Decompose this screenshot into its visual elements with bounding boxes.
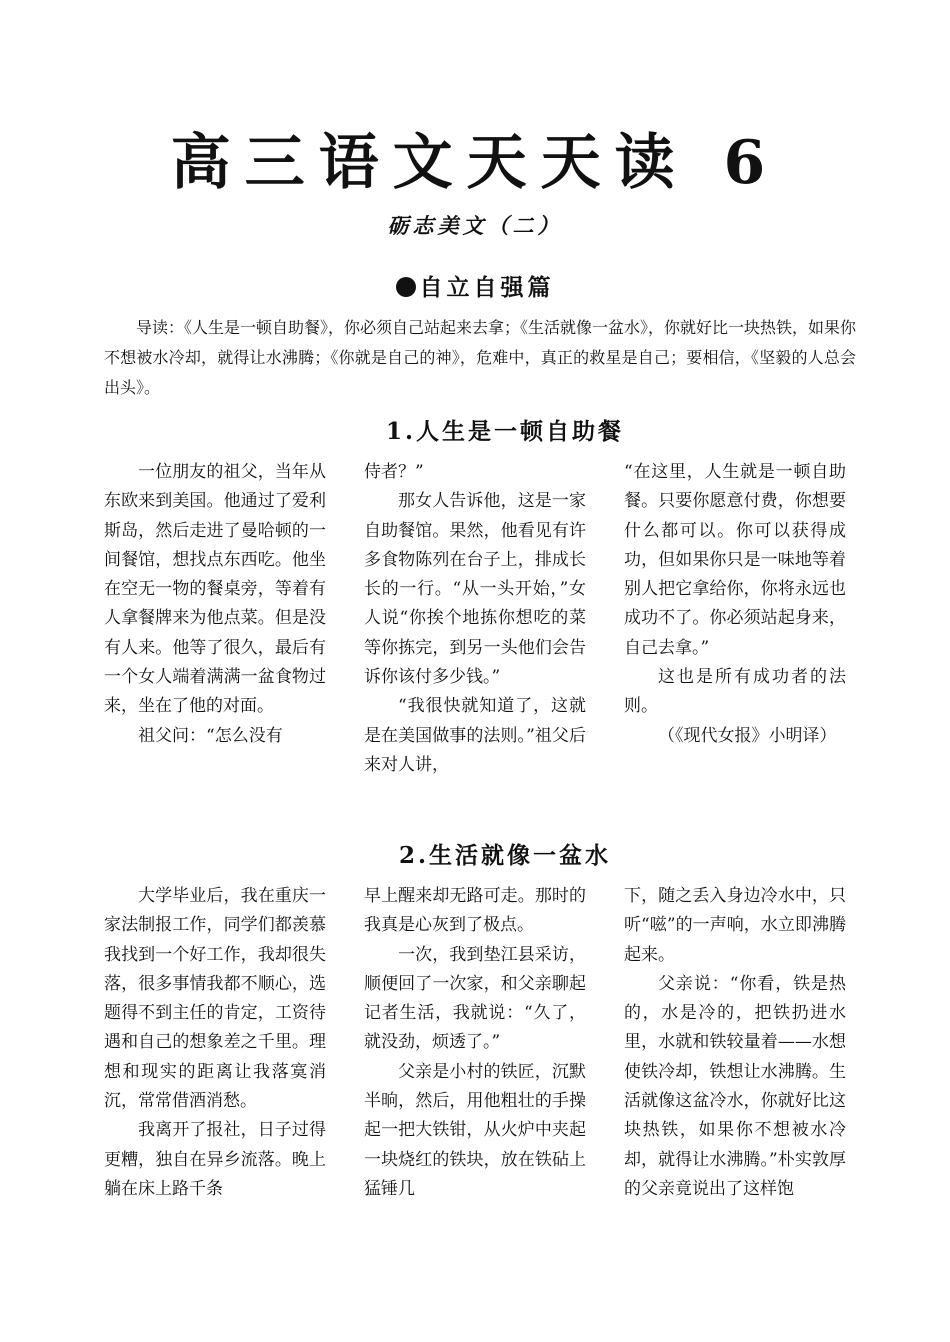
paragraph: 祖父问：“怎么没有 xyxy=(138,725,283,746)
paragraph: 那女人告诉他，这是一家自助餐馆。果然，他看见有许多食物陈列在台子上，排成长长的一行。“从一头开始，”女人说“你挨个地拣你想吃的菜等你拣完，到另一头他们会告诉你该付多少钱。” xyxy=(364,491,586,688)
intro-text: 导读：《人生是一顿自助餐》，你必须自己站起来去拿；《生活就像一盆水》，你就好比一块热铁，如果你不想被水冷却，就得让水沸腾；《你就是自己的神》，危难中，真正的救星是自己；要相信，《坚毅的人总会出头》。 xyxy=(104,318,857,397)
paragraph: 父亲是小村的铁匠，沉默半晌，然后，用他粗壮的手操起一把大铁钳，从火炉中夹起一块烧红的铁块，放在铁砧上猛锤几 xyxy=(364,1061,586,1199)
paragraph: 早上醒来却无路可走。那时的我真是心灰到了极点。 xyxy=(364,886,586,936)
article-1-title: 1.人生是一顿自助餐 xyxy=(385,418,624,445)
paragraph: “我很快就知道了，这就是在美国做事的法则。”祖父后来对人讲， xyxy=(364,696,586,775)
article-2-title: 2.生活就像一盆水 xyxy=(398,842,611,869)
paragraph: 侍者？” xyxy=(364,462,424,482)
paragraph: 一次，我到垫江县采访，顺便回了一次家，和父亲聊起记者生活，我就说：“久了，就没劲，烦透了。” xyxy=(364,944,586,1053)
paragraph: 父亲说：“你看，铁是热的，水是冷的，把铁扔进水里，水就和铁较量着——水想使铁冷却，铁想让水沸腾。生活就像这盆冷水，你就好比这块热铁，如果你不想被水冷却，就得让水沸腾。”朴实敦厚的父亲竟说出了这样饱 xyxy=(624,973,846,1199)
bullet-icon xyxy=(396,277,416,297)
article-2-column-3 xyxy=(624,882,846,1204)
page-subtitle: 砺志美文（二） xyxy=(387,213,563,238)
article-1-column-1 xyxy=(104,458,326,751)
article-1-column-2 xyxy=(364,458,586,780)
paragraph: 一位朋友的祖父，当年从东欧来到美国。他通过了爱利斯岛，然后走进了曼哈顿的一间餐馆，想找点东西吃。他坐在空无一物的餐桌旁，等着有人拿餐牌来为他点菜。但是没有人来。他等了很久，最后有一个女人端着满满一盆食物过来，坐在了他的对面。 xyxy=(104,462,326,717)
paragraph: “在这里，人生就是一顿自助餐。只要你愿意付费，你想要什么都可以。你可以获得成功，但如果你只是一味地等着别人把它拿给你，你将永远也成功不了。你必须站起身来，自己去拿。” xyxy=(624,462,846,658)
section-heading-text: 自立自强篇 xyxy=(419,274,555,301)
paragraph: 下，随之丢入身边冷水中，只听“嗞”的一声响，水立即沸腾起来。 xyxy=(624,886,846,965)
paragraph: 这也是所有成功者的法则。 xyxy=(624,667,846,717)
source-note: （《现代女报》小明译） xyxy=(658,725,837,746)
article-2-column-2 xyxy=(364,882,586,1204)
article-1-column-3 xyxy=(624,458,846,751)
article-2-column-1 xyxy=(104,882,326,1204)
paragraph: 我离开了报社，日子过得更糟，独自在异乡流落。晚上躺在床上路千条 xyxy=(104,1120,326,1199)
intro-paragraph xyxy=(104,313,856,403)
page-title: 高三语文天天读 6 xyxy=(170,128,780,198)
paragraph: 大学毕业后，我在重庆一家法制报工作，同学们都羡慕我找到一个好工作，我却很失落，很多事情我都不顺心，选题得不到主任的肯定，工资待遇和自己的想象差之千里。理想和现实的距离让我落寞消沉，常常借酒消愁。 xyxy=(104,886,326,1112)
section-heading xyxy=(0,266,950,310)
